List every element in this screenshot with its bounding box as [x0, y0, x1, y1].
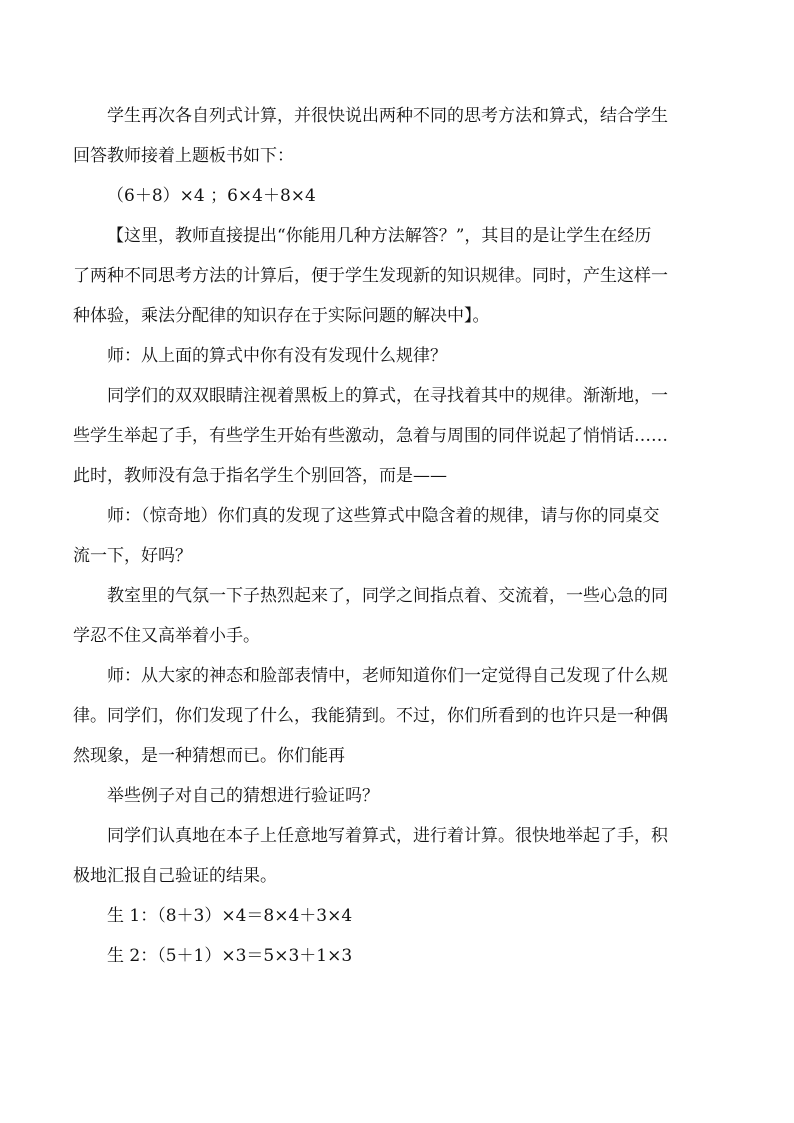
text-line: 举些例子对自己的猜想进行验证吗？ [107, 786, 379, 806]
text-line: 师：（惊奇地）你们真的发现了这些算式中隐含着的规律，请与你的同桌交 [107, 506, 660, 526]
text-line: 此时，教师没有急于指名学生个别回答，而是—— [73, 466, 447, 486]
text-line: 流一下，好吗？ [73, 546, 192, 566]
text-line: 教室里的气氛一下子热烈起来了，同学之间指点着、交流着，一些心急的同 [107, 586, 668, 606]
text-line: 极地汇报自己验证的结果。 [73, 866, 277, 886]
text-line: 【这里，教师直接提出“你能用几种方法解答？”，其目的是让学生在经历 [107, 226, 652, 246]
text-line: 些学生举起了手，有些学生开始有些激动，急着与周围的同伴说起了悄悄话…… [73, 426, 668, 446]
text-line: 然现象，是一种猜想而已。你们能再 [73, 746, 345, 766]
text-line: 学忍不住又高举着小手。 [73, 626, 260, 646]
text-line: 了两种不同思考方法的计算后，便于学生发现新的知识规律。同时，产生这样一 [73, 266, 668, 286]
formula-line: 生 1：（8＋3）×4＝8×4＋3×4 [107, 906, 353, 926]
text-line: 律。同学们，你们发现了什么，我能猜到。不过，你们所看到的也许只是一种偶 [73, 706, 668, 726]
text-line: 回答教师接着上题板书如下： [73, 146, 294, 166]
text-line: 同学们认真地在本子上任意地写着算式，进行着计算。很快地举起了手，积 [107, 826, 668, 846]
document-body [73, 96, 737, 976]
text-line: 种体验，乘法分配律的知识存在于实际问题的解决中】。 [73, 306, 490, 326]
formula-line: （6＋8）×4 ；6×4＋8×4 [107, 186, 316, 206]
text-line: 师：从上面的算式中你有没有发现什么规律？ [107, 346, 447, 366]
formula-line: 生 2：（5＋1）×3＝5×3＋1×3 [107, 946, 353, 966]
text-line: 学生再次各自列式计算，并很快说出两种不同的思考方法和算式，结合学生 [107, 106, 668, 126]
text-line: 同学们的双双眼睛注视着黑板上的算式，在寻找着其中的规律。渐渐地，一 [107, 386, 668, 406]
text-line: 师：从大家的神态和脸部表情中，老师知道你们一定觉得自己发现了什么规 [107, 666, 668, 686]
